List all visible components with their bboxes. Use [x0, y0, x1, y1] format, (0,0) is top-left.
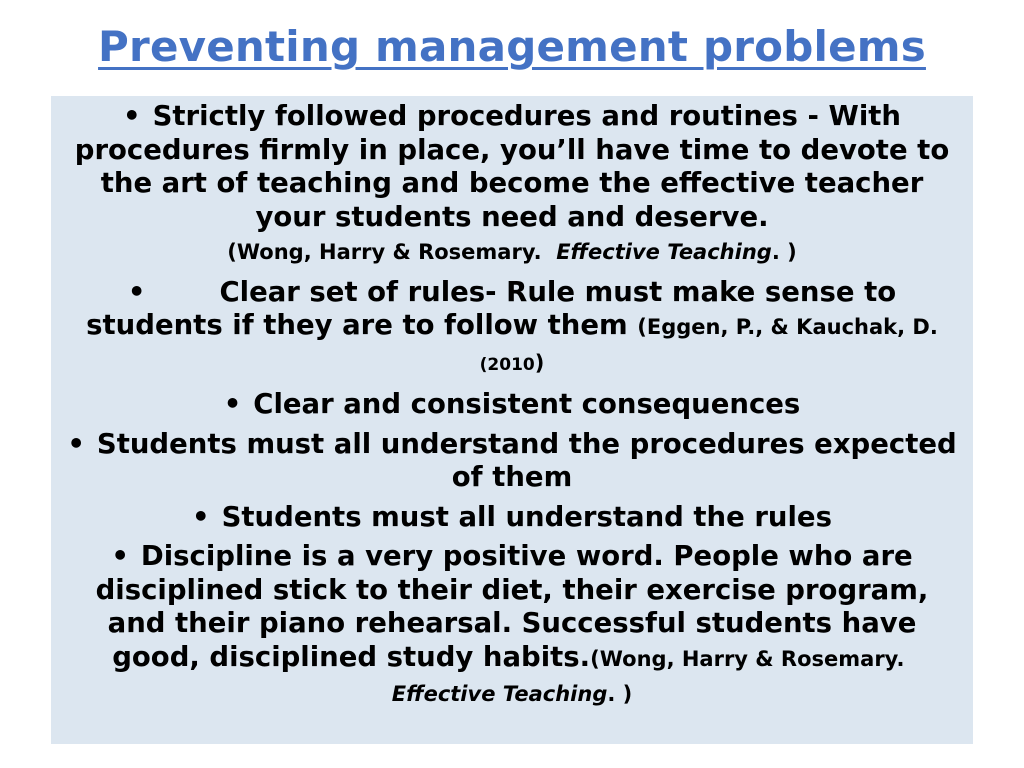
bullet-item-procedures [65, 100, 959, 270]
bullet-dot-icon: • [223, 388, 242, 420]
citation [227, 240, 796, 264]
bullet-item-understand-procedures [65, 428, 959, 495]
bullet-text: Clear set of rules- Rule must make sense to students if they are to follow them [86, 275, 897, 341]
citation-authors: (Wong, Harry & Rosemary. [227, 240, 542, 264]
bullet-text: Strictly followed procedures and routines - With procedures firmly in place, you’ll have time to devote to the art of teaching and become the effective teacher your students need and deserve. [74, 100, 950, 233]
bullet-item-understand-rules [65, 501, 959, 535]
bullet-dot-icon: • [67, 427, 85, 460]
bullet-text: Students must all understand the rules [221, 500, 832, 533]
slide-title: Preventing management problems [98, 22, 926, 71]
bullet-dot-icon: • [127, 275, 146, 308]
citation-authors: (Eggen, P., & Kauchak, D. [637, 315, 938, 339]
bullet-text: Clear and consistent consequences [253, 388, 801, 420]
citation-title: Effective Teaching [556, 240, 772, 264]
bullet-item-discipline [65, 540, 959, 712]
bullet-dot-icon: • [192, 500, 210, 533]
bullet-item-rules [65, 276, 959, 383]
bullet-item-consequences [65, 388, 959, 422]
citation-authors: (Wong, Harry & Rosemary. [590, 646, 905, 671]
citation-title: Effective Teaching [391, 682, 608, 706]
bullet-list [65, 100, 959, 712]
citation-end: ) [534, 350, 545, 375]
bullet-text: Discipline is a very positive word. People who are disciplined stick to their diet, their exercise program, and their piano rehearsal. Successful students have good, disciplined study habits. [95, 540, 929, 673]
bullet-dot-icon: • [123, 100, 141, 132]
content-box [51, 96, 973, 744]
citation-end: . ) [607, 682, 633, 706]
bullet-text: Students must all understand the procedures expected of them [96, 427, 957, 493]
citation-year: (2010 [479, 354, 535, 375]
citation-end: . ) [771, 240, 797, 264]
bullet-dot-icon: • [111, 540, 129, 572]
